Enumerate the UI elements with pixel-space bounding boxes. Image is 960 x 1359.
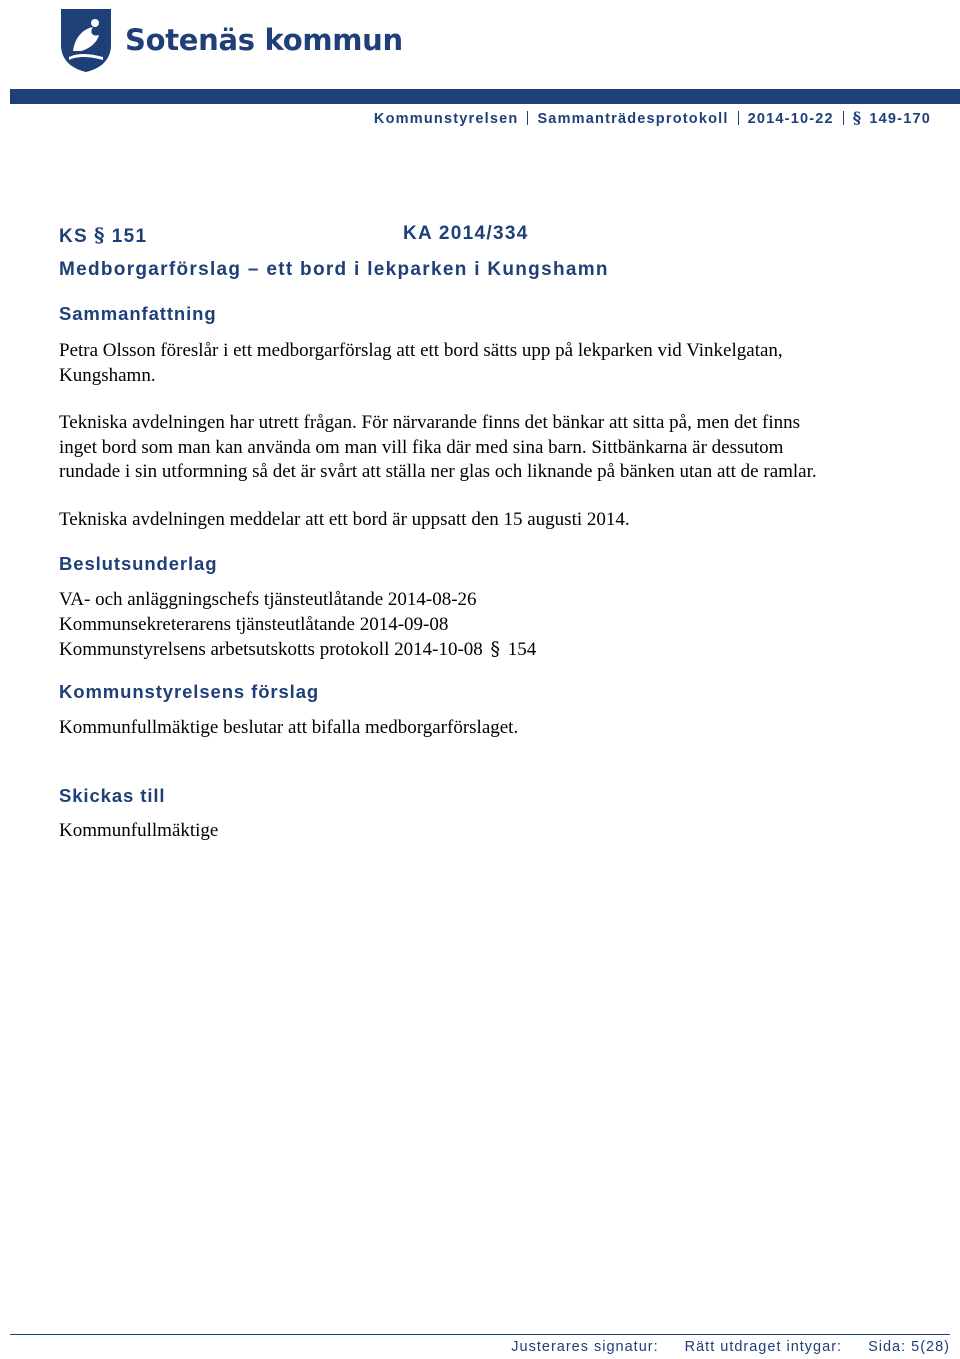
ks-prefix: KS (59, 226, 88, 247)
heading-beslutsunderlag: Beslutsunderlag (59, 553, 218, 574)
header-section-sign: § (852, 108, 863, 127)
beslutsunderlag-list (59, 588, 919, 663)
summary-paragraph-1 (59, 339, 919, 388)
header-rule (10, 89, 960, 104)
section-sign: § (94, 223, 106, 247)
text-line: rundade i sin utformning så det är svårt att ställa ner glas och liknande på bänken utan att de ramlar. (59, 461, 817, 482)
case-number: 151 (111, 226, 148, 247)
text-line: Kungshamn. (59, 364, 156, 386)
list-item: Kommunsekreterarens tjänsteutlåtande 2014-09-08 (59, 613, 449, 635)
sotenas-coat-of-arms-icon (59, 7, 113, 73)
section-sign: § (490, 638, 501, 660)
footer (511, 1339, 950, 1355)
footer-page-number: Sida: 5(28) (868, 1339, 950, 1355)
text-line: Kommunfullmäktige beslutar att bifalla medborgarförslaget. (59, 717, 519, 738)
footer-ratt-utdraget: Rätt utdraget intygar: (684, 1339, 843, 1355)
list-item-text: Kommunstyrelsens arbetsutskotts protokoll 2014-10-08 (59, 639, 483, 660)
footer-rule (10, 1334, 950, 1335)
header-body: Kommunstyrelsen (373, 111, 519, 127)
skickas-till-text (59, 819, 919, 844)
list-item: VA- och anläggningschefs tjänsteutlåtande 2014-08-26 (59, 589, 477, 610)
logo (59, 4, 403, 76)
forslag-text (59, 716, 919, 741)
ka-reference: KA 2014/334 (403, 223, 529, 244)
text-line: Tekniska avdelningen har utrett frågan. För närvarande finns det bänkar att sitta på, men det finns (59, 412, 800, 433)
header-date: 2014-10-22 (747, 111, 834, 127)
text-line: Tekniska avdelningen meddelar att ett bord är uppsatt den 15 augusti 2014. (59, 509, 630, 530)
document-header (374, 108, 931, 127)
header-separator (843, 111, 844, 125)
footer-justerares: Justerares signatur: (511, 1339, 659, 1355)
header-separator (527, 111, 528, 125)
paragraph-number: 154 (507, 639, 537, 660)
text-line: inget bord som man kan använda om man vill fika där med sina barn. Sittbänkarna är dessutom (59, 436, 784, 458)
logo-text: Sotenäs kommun (125, 23, 403, 57)
header-separator (738, 111, 739, 125)
header-doc-type: Sammanträdesprotokoll (537, 111, 729, 127)
text-line: Kommunfullmäktige (59, 820, 219, 841)
summary-paragraph-3 (59, 508, 919, 533)
header-paragraphs: 149-170 (869, 111, 931, 127)
text-line: Petra Olsson föreslår i ett medborgarförslag att ett bord sätts upp på lekparken vid Vinkelgatan, (59, 340, 783, 361)
summary-paragraph-2 (59, 411, 919, 485)
case-title: Medborgarförslag – ett bord i lekparken i Kungshamn (59, 259, 609, 280)
heading-sammanfattning: Sammanfattning (59, 303, 217, 324)
heading-forslag: Kommunstyrelsens förslag (59, 681, 320, 702)
case-number-line (59, 223, 529, 248)
heading-skickas-till: Skickas till (59, 785, 166, 806)
list-item (59, 637, 919, 663)
